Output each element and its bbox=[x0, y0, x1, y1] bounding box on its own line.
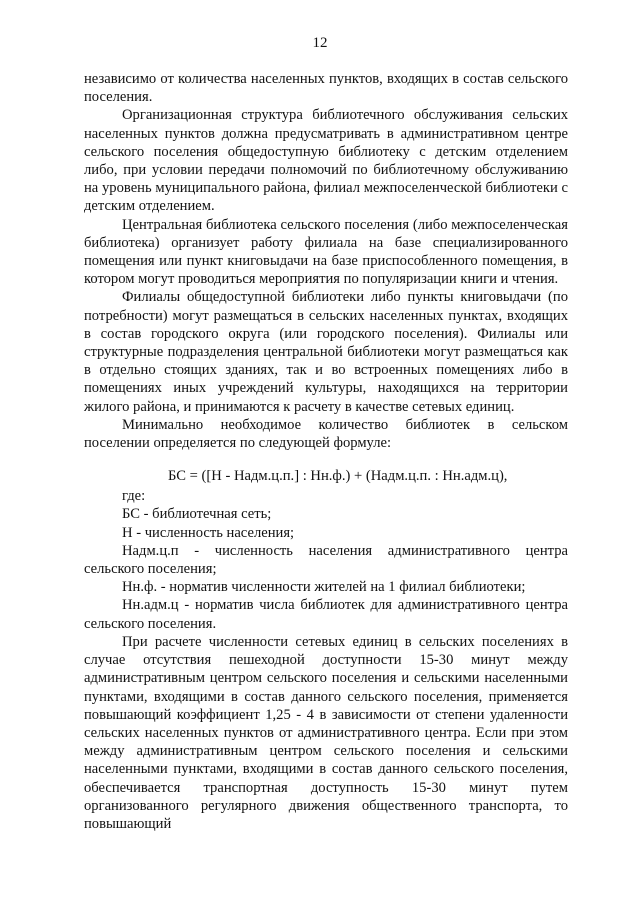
definition-n: Н - численность населения; bbox=[122, 524, 295, 541]
paragraph-organizational-structure: Организационная структура библиотечного обслуживания сельских населенных пунктов должна предусматривать в административном центре сельского поселения общедоступную библиотеку с детским отделением либо, при условии передачи полномочий по библиотечному обслуживанию на уровень муниципального района, филиал межпоселенческой библиотеки с детским отделением. bbox=[84, 107, 568, 215]
formula: БС = ([Н - Надм.ц.п.] : Нн.ф.) + (Надм.ц.п. : Нн.адм.ц), bbox=[168, 468, 508, 485]
body-text bbox=[84, 70, 568, 833]
paragraph-central-library: Центральная библиотека сельского поселения (либо межпоселенческая библиотека) организует работу филиала на базе специализированного помещения или пункт книговыдачи на базе приспособленного помещения, в котором могут проводиться мероприятия по популяризации книги и чтения. bbox=[84, 216, 568, 288]
definition-nnadm: Нн.адм.ц - норматив числа библиотек для административного центра сельского поселения. bbox=[84, 597, 568, 632]
where-label: где: bbox=[122, 488, 146, 505]
definition-nnf: Нн.ф. - норматив численности жителей на 1 филиал библиотеки; bbox=[122, 579, 526, 596]
paragraph-formula-intro: Минимально необходимое количество библиотек в сельском поселении определяется по следующей формуле: bbox=[84, 416, 568, 452]
definition-bs: БС - библиотечная сеть; bbox=[122, 506, 272, 523]
definition-nadm: Надм.ц.п - численность населения административного центра сельского поселения; bbox=[84, 542, 568, 578]
paragraph-branches: Филиалы общедоступной библиотеки либо пункты книговыдачи (по потребности) могут размещаться в сельских населенных пунктах, входящих в состав городского округа (или городского поселения). Филиалы или структурные подразделения центральной библиотеки могут размещаться как в отдельно стоящих зданиях, так и во встроенных помещениях либо в помещениях иных учреждений культуры, находящихся на территории жилого района, и принимаются к расчету в качестве сетевых единиц. bbox=[84, 289, 568, 415]
paragraph-continuation: независимо от количества населенных пунктов, входящих в состав сельского поселения. bbox=[84, 71, 568, 106]
paragraph-network-units: При расчете численности сетевых единиц в сельских поселениях в случае отсутствия пешеходной доступности 15-30 минут между административным центром сельского поселения и сельскими населенными пунктами, входящими в состав данного сельского поселения, применяется повышающий коэффициент 1,25 - 4 в зависимости от степени удаленности сельских населенных пунктов от административного центра. Если при этом между административным центром сельского поселения и сельскими населенными пунктами, входящими в состав данного сельского поселения, обеспечивается транспортная доступность 15-30 минут путем организованного регулярного движения общественного транспорта, то повышающий bbox=[84, 633, 568, 832]
page-number: 12 bbox=[312, 35, 328, 51]
